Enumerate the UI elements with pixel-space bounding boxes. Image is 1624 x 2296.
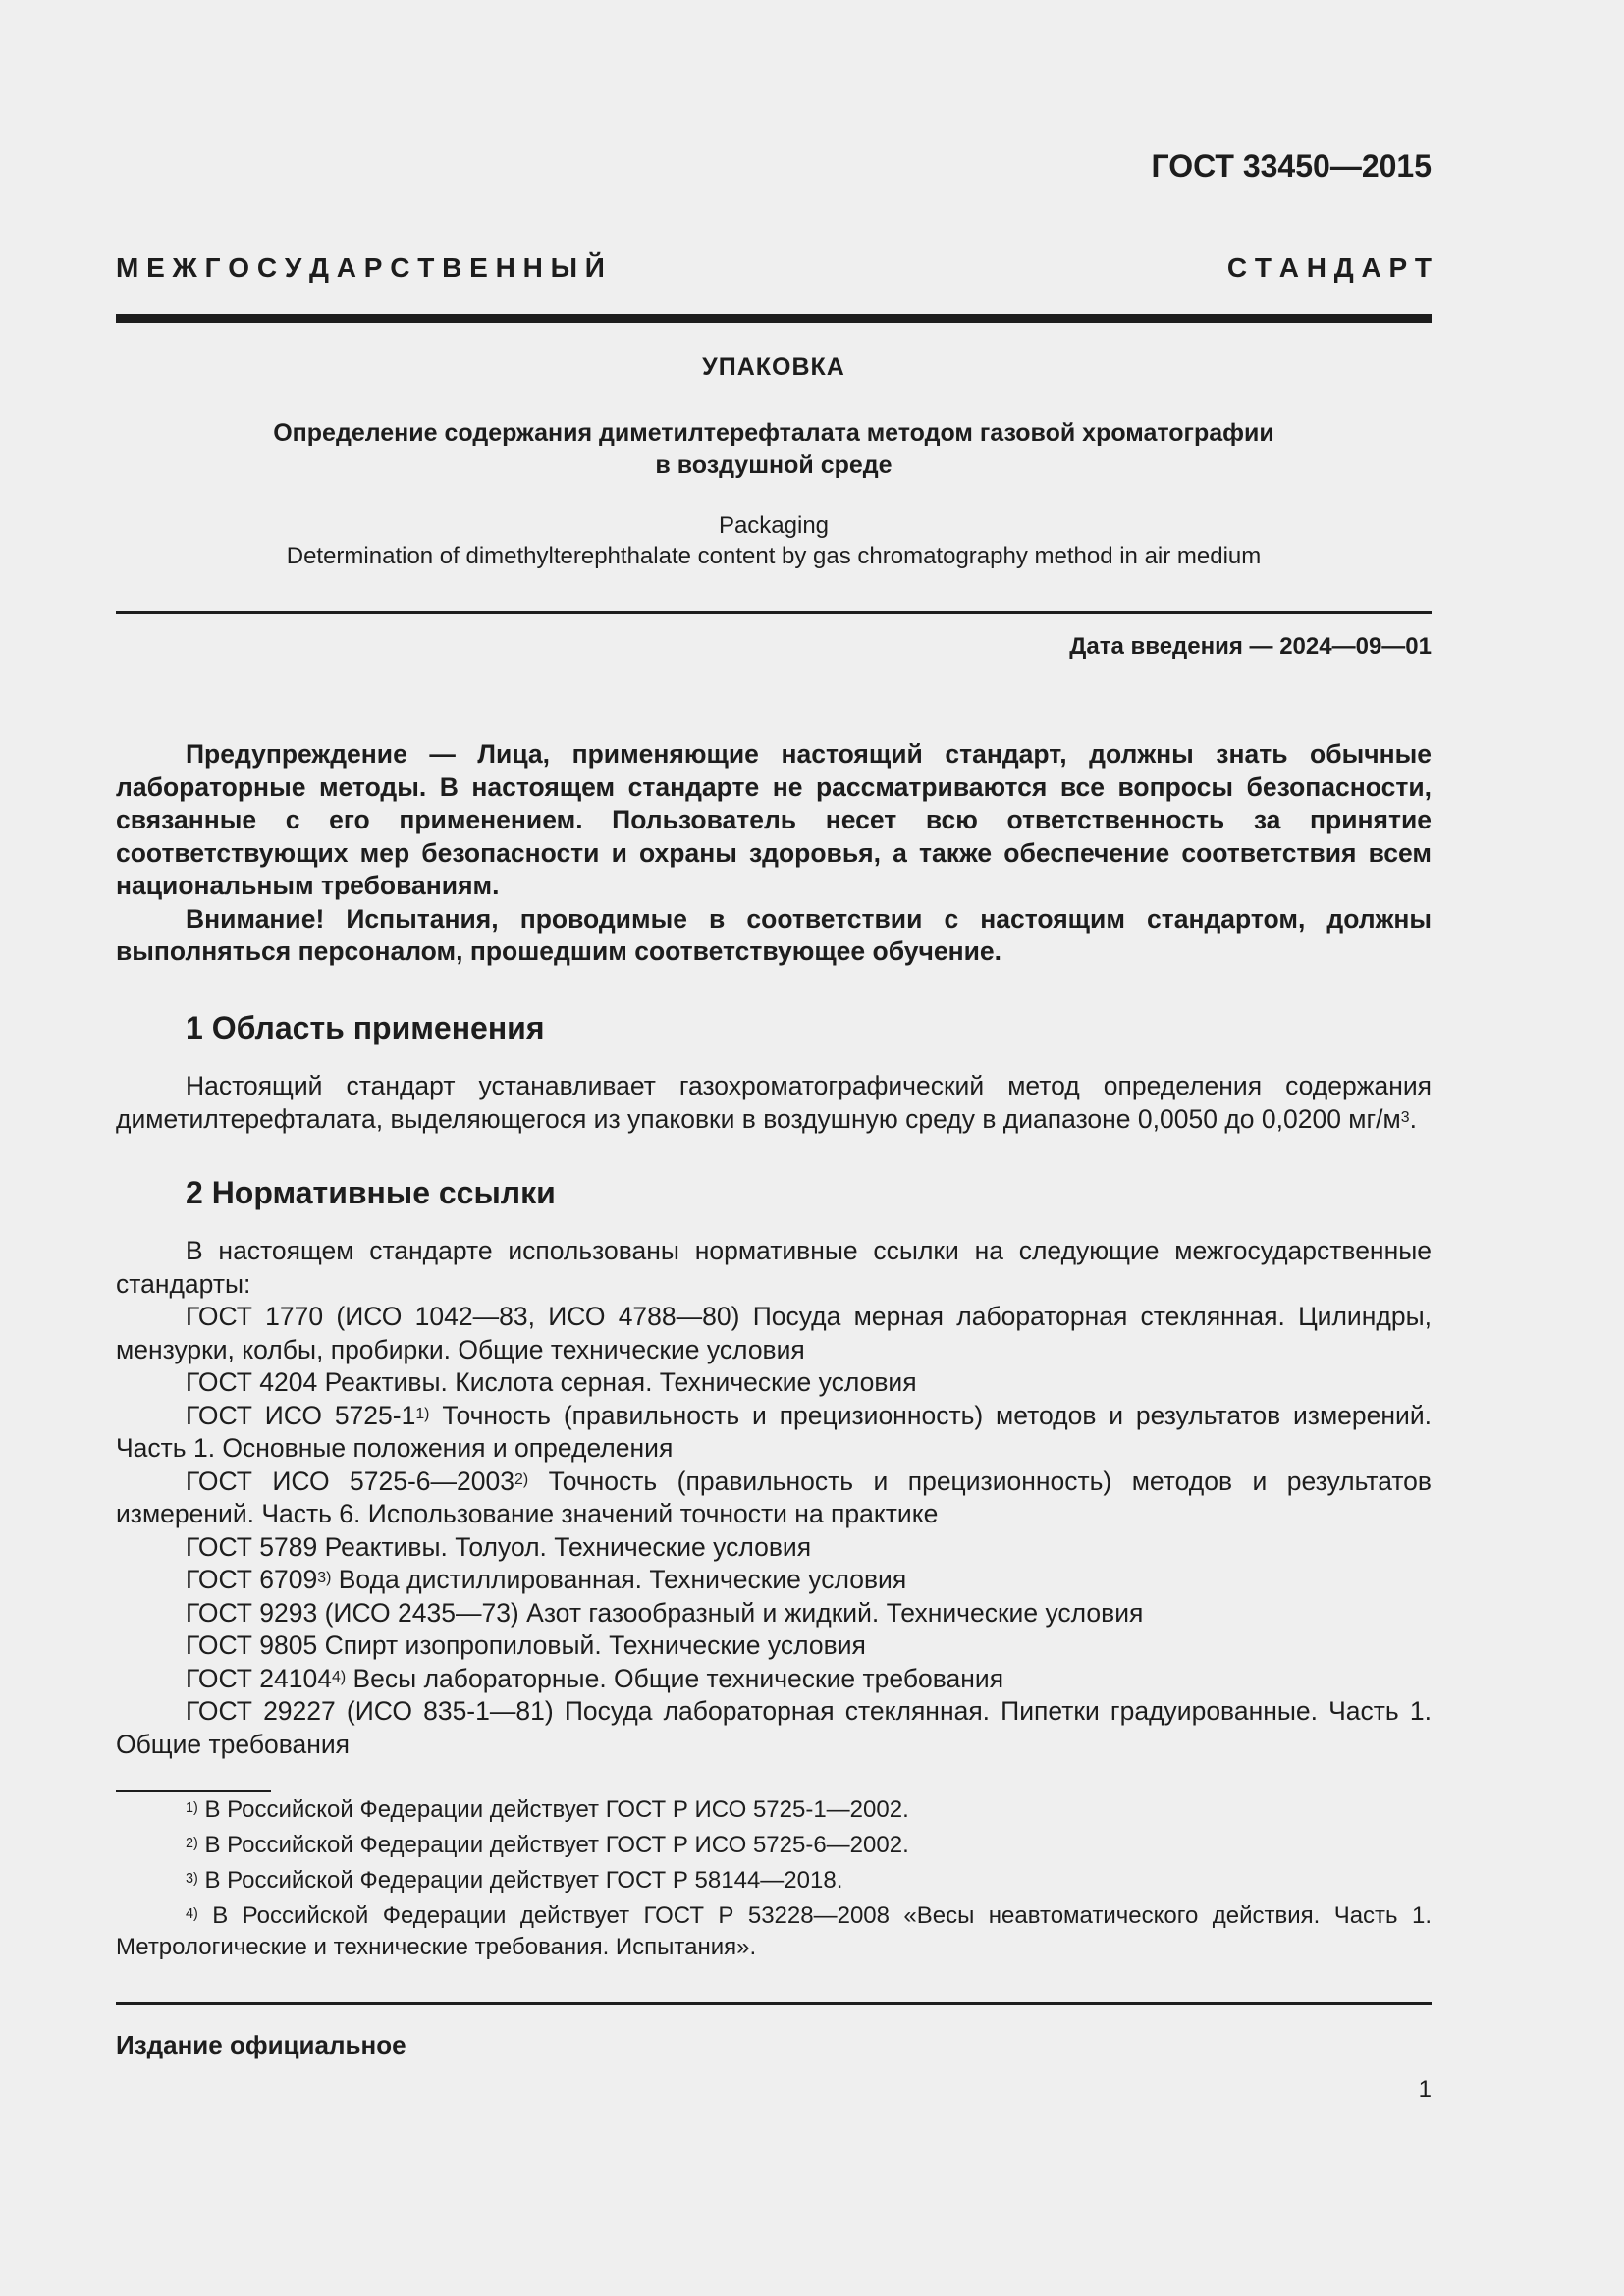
- reference-item: [116, 1366, 1432, 1400]
- english-title-line-1: Packaging: [718, 512, 830, 539]
- reference-title: Вода дистиллированная. Технические условия: [338, 1565, 907, 1594]
- warning-paragraph: Предупреждение — Лица, применяющие настоящий стандарт, должны знать обычные лабораторные методы. В настоящем стандарте не рассматриваются все вопросы безопасности, связанные с его применением. Пользователь несет всю ответственность за принятие соответствующих мер безопасности и охраны здоровья, а также обеспечение соответствия всем национальным требованиям.: [116, 739, 1432, 900]
- reference-code: ГОСТ 9293 (ИСО 2435—73): [186, 1597, 519, 1628]
- reference-code: ГОСТ 29227 (ИСО 835-1—81): [186, 1696, 554, 1726]
- footnote-marker: 3): [317, 1570, 332, 1587]
- english-title-line-2: Determination of dimethylterephthalate content by gas chromatography method in air medium: [286, 543, 1262, 569]
- footnote-item: [116, 1900, 1432, 1963]
- footnote-mark: 1): [186, 1799, 198, 1816]
- reference-item: [116, 1695, 1432, 1761]
- reference-item: [116, 1597, 1432, 1630]
- subtitle-line-2: в воздушной среде: [655, 452, 893, 479]
- scope-text: Настоящий стандарт устанавливает газохроматографический метод определения содержания диметилтерефталата, выделяющегося из упаковки в воздушную среду в диапазоне 0,0050 до 0,0200 мг/м: [116, 1071, 1432, 1134]
- reference-code: ГОСТ 9805: [186, 1630, 318, 1660]
- reference-code: ГОСТ 6709: [186, 1565, 318, 1594]
- footnote-separator: [116, 1790, 271, 1792]
- footnote-marker: 4): [331, 1668, 347, 1685]
- interstate-standard-banner: [116, 250, 1432, 286]
- reference-code: ГОСТ 4204: [186, 1367, 318, 1397]
- english-title: [116, 510, 1432, 571]
- section-1-body: [116, 1070, 1432, 1136]
- introduction-date: Дата введения — 2024—09—01: [1069, 633, 1432, 660]
- reference-code: ГОСТ 24104: [186, 1663, 332, 1693]
- footnote-item: [116, 1794, 1432, 1826]
- page-number: 1: [1418, 2076, 1432, 2103]
- footnote-item: [116, 1865, 1432, 1896]
- reference-title: Посуда лабораторная стеклянная. Пипетки градуированные. Часть 1. Общие требования: [116, 1696, 1432, 1759]
- reference-item: [116, 1531, 1432, 1565]
- footnotes: [116, 1794, 1432, 1967]
- document-page: [116, 0, 1432, 2296]
- reference-title: Реактивы. Кислота серная. Технические условия: [324, 1367, 917, 1397]
- scope-paragraph: [116, 1070, 1432, 1136]
- footnote-mark: 3): [186, 1870, 198, 1887]
- section-1-heading: 1 Область применения: [186, 1010, 545, 1045]
- official-edition-label: Издание официальное: [116, 2030, 406, 2059]
- warning-block: [116, 738, 1432, 969]
- footnote-text: В Российской Федерации действует ГОСТ Р 58144—2018.: [204, 1867, 843, 1894]
- footnote-item: [116, 1830, 1432, 1861]
- section-2-heading: 2 Нормативные ссылки: [186, 1175, 556, 1210]
- banner-word-interstate: М Е Ж Г О С У Д А Р С Т В Е Н Н Ы Й: [116, 252, 605, 283]
- attention-paragraph: Внимание! Испытания, проводимые в соответствии с настоящим стандартом, должны выполняться персоналом, прошедшим соответствующее обучение.: [116, 903, 1432, 966]
- document-number: ГОСТ 33450—2015: [1151, 148, 1432, 184]
- reference-title: Азот газообразный и жидкий. Технические условия: [526, 1597, 1144, 1628]
- document-title: УПАКОВКА: [702, 353, 845, 381]
- reference-title: Реактивы. Толуол. Технические условия: [324, 1531, 812, 1562]
- footnote-marker: 2): [514, 1470, 529, 1488]
- document-subtitle: [116, 417, 1432, 482]
- reference-item: [116, 1400, 1432, 1466]
- footnote-text: В Российской Федерации действует ГОСТ Р ИСО 5725-1—2002.: [204, 1796, 909, 1823]
- reference-title: Весы лабораторные. Общие технические требования: [352, 1663, 1004, 1693]
- reference-item: [116, 1564, 1432, 1597]
- header-thick-rule: [116, 314, 1432, 323]
- reference-code: ГОСТ 1770 (ИСО 1042—83, ИСО 4788—80): [186, 1302, 740, 1331]
- banner-word-standard: С Т А Н Д А Р Т: [1226, 252, 1432, 283]
- footer-rule: [116, 2002, 1432, 2005]
- reference-title: Точность (правильность и прецизионность) методов и результатов измерений. Часть 6. Использование значений точности на практике: [116, 1466, 1433, 1528]
- footnote-mark: 2): [186, 1835, 198, 1851]
- reference-code: ГОСТ 5789: [186, 1531, 318, 1562]
- unit-superscript: 3: [1400, 1108, 1410, 1126]
- reference-code: ГОСТ ИСО 5725-1: [186, 1400, 416, 1430]
- title-bottom-rule: [116, 611, 1432, 614]
- reference-title: Точность (правильность и прецизионность) методов и результатов измерений. Часть 1. Основные положения и определения: [116, 1400, 1432, 1463]
- footnote-text: В Российской Федерации действует ГОСТ Р ИСО 5725-6—2002.: [204, 1832, 909, 1858]
- reference-title: Посуда мерная лабораторная стеклянная. Цилиндры, мензурки, колбы, пробирки. Общие технические условия: [116, 1302, 1432, 1364]
- subtitle-line-1: Определение содержания диметилтерефталата методом газовой хроматографии: [273, 419, 1274, 447]
- footnote-marker: 1): [415, 1405, 430, 1422]
- reference-title: Спирт изопропиловый. Технические условия: [324, 1630, 866, 1660]
- scope-text-end: .: [1409, 1103, 1417, 1134]
- reference-code: ГОСТ ИСО 5725-6—2003: [186, 1466, 514, 1496]
- footnote-mark: 4): [186, 1905, 198, 1922]
- references-intro: В настоящем стандарте использованы нормативные ссылки на следующие межгосударственные стандарты:: [116, 1236, 1432, 1299]
- reference-item: [116, 1629, 1432, 1663]
- footnote-text: В Российской Федерации действует ГОСТ Р 53228—2008 «Весы неавтоматического действия. Часть 1. Метрологические и технические требования. Испытания».: [116, 1902, 1432, 1960]
- references-list: [116, 1301, 1432, 1761]
- reference-item: [116, 1301, 1432, 1366]
- reference-item: [116, 1663, 1432, 1696]
- reference-item: [116, 1466, 1432, 1531]
- section-2-body: [116, 1235, 1432, 1761]
